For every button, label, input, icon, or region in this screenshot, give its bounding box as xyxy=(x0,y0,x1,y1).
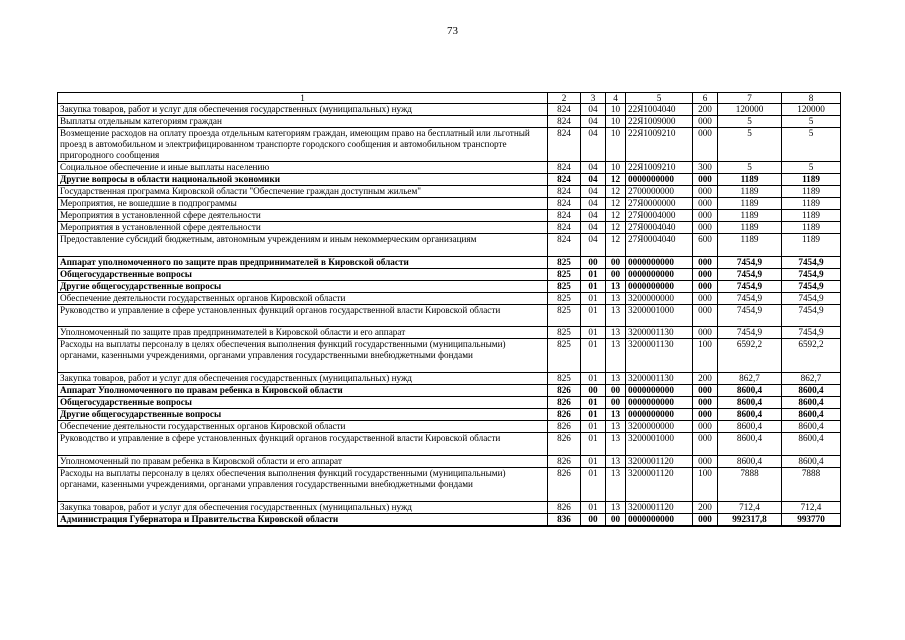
subsection-code-cell: 13 xyxy=(606,501,626,513)
expense-type-cell: 000 xyxy=(693,304,718,327)
subsection-code-cell: 12 xyxy=(606,210,626,222)
row-name-cell: Мероприятия в установленной сфере деятельности xyxy=(58,222,548,234)
header-cell: 5 xyxy=(626,93,693,104)
section-code-cell: 01 xyxy=(581,268,606,280)
subsection-code-cell: 13 xyxy=(606,339,626,373)
target-article-cell: 3200001130 xyxy=(626,339,693,373)
subsection-code-cell: 10 xyxy=(606,116,626,128)
amount-year2-cell: 8600,4 xyxy=(782,421,841,433)
table-row xyxy=(58,116,841,128)
table-row xyxy=(58,104,841,116)
chapter-code-cell: 825 xyxy=(548,280,581,292)
section-code-cell: 04 xyxy=(581,128,606,162)
section-code-cell: 01 xyxy=(581,409,606,421)
row-name-cell: Аппарат уполномоченного по защите прав предпринимателей в Кировской области xyxy=(58,256,548,268)
row-name-cell: Возмещение расходов на оплату проезда отдельным категориям граждан, имеющим право на бесплатный или льготный проезд в автомобильном и электрифицированном транспорте городского сообщения и автомобильном транспорте пригородного сообщения xyxy=(58,128,548,162)
row-name-cell: Аппарат Уполномоченного по правам ребенка в Кировской области xyxy=(58,385,548,397)
amount-year1-cell: 5 xyxy=(718,162,782,174)
expense-type-cell: 000 xyxy=(693,256,718,268)
target-article-cell: 22Я1009000 xyxy=(626,116,693,128)
target-article-cell: 0000000000 xyxy=(626,513,693,526)
section-code-cell: 00 xyxy=(581,513,606,526)
target-article-cell: 22Я1009210 xyxy=(626,128,693,162)
table-body xyxy=(58,104,841,526)
subsection-code-cell: 00 xyxy=(606,256,626,268)
target-article-cell: 27Я0004000 xyxy=(626,210,693,222)
amount-year2-cell: 7454,9 xyxy=(782,292,841,304)
section-code-cell: 01 xyxy=(581,280,606,292)
target-article-cell: 0000000000 xyxy=(626,385,693,397)
subsection-code-cell: 13 xyxy=(606,373,626,385)
amount-year2-cell: 8600,4 xyxy=(782,433,841,456)
section-code-cell: 01 xyxy=(581,373,606,385)
section-code-cell: 00 xyxy=(581,385,606,397)
expense-type-cell: 000 xyxy=(693,513,718,526)
row-name-cell: Общегосударственные вопросы xyxy=(58,397,548,409)
row-name-cell: Выплаты отдельным категориям граждан xyxy=(58,116,548,128)
expense-type-cell: 000 xyxy=(693,210,718,222)
amount-year1-cell: 7454,9 xyxy=(718,268,782,280)
row-name-cell: Мероприятия в установленной сфере деятельности xyxy=(58,210,548,222)
expense-type-cell: 000 xyxy=(693,292,718,304)
amount-year1-cell: 712,4 xyxy=(718,501,782,513)
table-row xyxy=(58,385,841,397)
subsection-code-cell: 00 xyxy=(606,513,626,526)
amount-year1-cell: 7454,9 xyxy=(718,256,782,268)
amount-year2-cell: 8600,4 xyxy=(782,385,841,397)
amount-year2-cell: 7454,9 xyxy=(782,327,841,339)
row-name-cell: Другие общегосударственные вопросы xyxy=(58,280,548,292)
table-row xyxy=(58,128,841,162)
target-article-cell: 0000000000 xyxy=(626,280,693,292)
table-row xyxy=(58,292,841,304)
target-article-cell: 3200001120 xyxy=(626,455,693,467)
table-row xyxy=(58,501,841,513)
chapter-code-cell: 824 xyxy=(548,186,581,198)
budget-table xyxy=(57,92,841,527)
subsection-code-cell: 13 xyxy=(606,467,626,501)
chapter-code-cell: 824 xyxy=(548,222,581,234)
row-name-cell: Государственная программа Кировской области "Обеспечение граждан доступным жильем" xyxy=(58,186,548,198)
amount-year2-cell: 5 xyxy=(782,116,841,128)
amount-year1-cell: 8600,4 xyxy=(718,397,782,409)
table-row xyxy=(58,256,841,268)
row-name-cell: Руководство и управление в сфере установленных функций органов государственной власти Кировской области xyxy=(58,433,548,456)
target-article-cell: 27Я0000000 xyxy=(626,198,693,210)
table-row xyxy=(58,198,841,210)
chapter-code-cell: 826 xyxy=(548,409,581,421)
chapter-code-cell: 824 xyxy=(548,174,581,186)
amount-year1-cell: 1189 xyxy=(718,174,782,186)
target-article-cell: 22Я1004040 xyxy=(626,104,693,116)
amount-year2-cell: 7454,9 xyxy=(782,304,841,327)
expense-type-cell: 000 xyxy=(693,222,718,234)
subsection-code-cell: 13 xyxy=(606,304,626,327)
subsection-code-cell: 13 xyxy=(606,409,626,421)
row-name-cell: Руководство и управление в сфере установленных функций органов государственной власти Кировской области xyxy=(58,304,548,327)
section-code-cell: 01 xyxy=(581,433,606,456)
amount-year2-cell: 1189 xyxy=(782,186,841,198)
subsection-code-cell: 13 xyxy=(606,455,626,467)
target-article-cell: 27Я0004040 xyxy=(626,222,693,234)
chapter-code-cell: 825 xyxy=(548,268,581,280)
chapter-code-cell: 825 xyxy=(548,304,581,327)
chapter-code-cell: 824 xyxy=(548,116,581,128)
chapter-code-cell: 826 xyxy=(548,467,581,501)
expense-type-cell: 000 xyxy=(693,280,718,292)
target-article-cell: 3200001130 xyxy=(626,327,693,339)
target-article-cell: 3200001120 xyxy=(626,467,693,501)
section-code-cell: 04 xyxy=(581,234,606,257)
expense-type-cell: 100 xyxy=(693,467,718,501)
amount-year1-cell: 5 xyxy=(718,128,782,162)
row-name-cell: Закупка товаров, работ и услуг для обеспечения государственных (муниципальных) нужд xyxy=(58,104,548,116)
amount-year2-cell: 1189 xyxy=(782,210,841,222)
section-code-cell: 01 xyxy=(581,421,606,433)
amount-year1-cell: 120000 xyxy=(718,104,782,116)
section-code-cell: 04 xyxy=(581,210,606,222)
expense-type-cell: 000 xyxy=(693,397,718,409)
subsection-code-cell: 13 xyxy=(606,421,626,433)
amount-year1-cell: 8600,4 xyxy=(718,455,782,467)
expense-type-cell: 600 xyxy=(693,234,718,257)
section-code-cell: 04 xyxy=(581,198,606,210)
chapter-code-cell: 826 xyxy=(548,385,581,397)
header-cell: 1 xyxy=(58,93,548,104)
chapter-code-cell: 826 xyxy=(548,501,581,513)
expense-type-cell: 300 xyxy=(693,162,718,174)
table-row xyxy=(58,210,841,222)
chapter-code-cell: 826 xyxy=(548,433,581,456)
expense-type-cell: 000 xyxy=(693,186,718,198)
amount-year2-cell: 1189 xyxy=(782,222,841,234)
table-row xyxy=(58,174,841,186)
amount-year2-cell: 7454,9 xyxy=(782,280,841,292)
section-code-cell: 04 xyxy=(581,116,606,128)
row-name-cell: Обеспечение деятельности государственных органов Кировской области xyxy=(58,421,548,433)
target-article-cell: 0000000000 xyxy=(626,409,693,421)
table-row xyxy=(58,234,841,257)
header-cell: 4 xyxy=(606,93,626,104)
row-name-cell: Предоставление субсидий бюджетным, автономным учреждениям и иным некоммерческим организациям xyxy=(58,234,548,257)
expense-type-cell: 000 xyxy=(693,198,718,210)
table-header-row xyxy=(58,93,841,104)
subsection-code-cell: 10 xyxy=(606,162,626,174)
amount-year1-cell: 7888 xyxy=(718,467,782,501)
table-row xyxy=(58,339,841,373)
target-article-cell: 0000000000 xyxy=(626,268,693,280)
subsection-code-cell: 13 xyxy=(606,433,626,456)
row-name-cell: Другие вопросы в области национальной экономики xyxy=(58,174,548,186)
amount-year2-cell: 7454,9 xyxy=(782,268,841,280)
chapter-code-cell: 825 xyxy=(548,339,581,373)
table-row xyxy=(58,397,841,409)
table-row xyxy=(58,268,841,280)
subsection-code-cell: 10 xyxy=(606,128,626,162)
table-row xyxy=(58,455,841,467)
target-article-cell: 3200000000 xyxy=(626,421,693,433)
chapter-code-cell: 824 xyxy=(548,210,581,222)
target-article-cell: 3200001000 xyxy=(626,304,693,327)
amount-year2-cell: 993770 xyxy=(782,513,841,526)
amount-year2-cell: 7454,9 xyxy=(782,256,841,268)
header-cell: 2 xyxy=(548,93,581,104)
chapter-code-cell: 836 xyxy=(548,513,581,526)
amount-year2-cell: 712,4 xyxy=(782,501,841,513)
table-row xyxy=(58,421,841,433)
amount-year2-cell: 1189 xyxy=(782,234,841,257)
section-code-cell: 00 xyxy=(581,256,606,268)
expense-type-cell: 000 xyxy=(693,116,718,128)
expense-type-cell: 200 xyxy=(693,373,718,385)
amount-year1-cell: 8600,4 xyxy=(718,385,782,397)
expense-type-cell: 200 xyxy=(693,104,718,116)
expense-type-cell: 000 xyxy=(693,433,718,456)
amount-year2-cell: 5 xyxy=(782,128,841,162)
subsection-code-cell: 00 xyxy=(606,385,626,397)
row-name-cell: Социальное обеспечение и иные выплаты населению xyxy=(58,162,548,174)
amount-year1-cell: 8600,4 xyxy=(718,433,782,456)
row-name-cell: Общегосударственные вопросы xyxy=(58,268,548,280)
expense-type-cell: 000 xyxy=(693,128,718,162)
page-number: 73 xyxy=(447,25,458,37)
table-row xyxy=(58,162,841,174)
amount-year2-cell: 1189 xyxy=(782,198,841,210)
target-article-cell: 3200001130 xyxy=(626,373,693,385)
row-name-cell: Уполномоченный по правам ребенка в Кировской области и его аппарат xyxy=(58,455,548,467)
expense-type-cell: 100 xyxy=(693,339,718,373)
amount-year2-cell: 1189 xyxy=(782,174,841,186)
chapter-code-cell: 824 xyxy=(548,198,581,210)
amount-year1-cell: 5 xyxy=(718,116,782,128)
section-code-cell: 01 xyxy=(581,292,606,304)
expense-type-cell: 000 xyxy=(693,385,718,397)
section-code-cell: 04 xyxy=(581,174,606,186)
chapter-code-cell: 826 xyxy=(548,455,581,467)
row-name-cell: Расходы на выплаты персоналу в целях обеспечения выполнения функций государственными (муниципальными) органами, казенными учреждениями, органами управления государственными внебюджетными фондами xyxy=(58,339,548,373)
target-article-cell: 3200000000 xyxy=(626,292,693,304)
expense-type-cell: 000 xyxy=(693,327,718,339)
chapter-code-cell: 824 xyxy=(548,234,581,257)
row-name-cell: Закупка товаров, работ и услуг для обеспечения государственных (муниципальных) нужд xyxy=(58,373,548,385)
subsection-code-cell: 10 xyxy=(606,104,626,116)
chapter-code-cell: 825 xyxy=(548,292,581,304)
table-row xyxy=(58,280,841,292)
row-name-cell: Уполномоченный по защите прав предпринимателей в Кировской области и его аппарат xyxy=(58,327,548,339)
row-name-cell: Обеспечение деятельности государственных органов Кировской области xyxy=(58,292,548,304)
header-cell: 6 xyxy=(693,93,718,104)
row-name-cell: Расходы на выплаты персоналу в целях обеспечения выполнения функций государственными (муниципальными) органами, казенными учреждениями, органами управления государственными внебюджетными фондами xyxy=(58,467,548,501)
target-article-cell: 3200001120 xyxy=(626,501,693,513)
amount-year2-cell: 8600,4 xyxy=(782,409,841,421)
section-code-cell: 01 xyxy=(581,397,606,409)
amount-year1-cell: 7454,9 xyxy=(718,327,782,339)
amount-year1-cell: 862,7 xyxy=(718,373,782,385)
subsection-code-cell: 12 xyxy=(606,234,626,257)
subsection-code-cell: 12 xyxy=(606,222,626,234)
table-row xyxy=(58,327,841,339)
amount-year2-cell: 8600,4 xyxy=(782,455,841,467)
section-code-cell: 04 xyxy=(581,104,606,116)
subsection-code-cell: 13 xyxy=(606,292,626,304)
amount-year2-cell: 120000 xyxy=(782,104,841,116)
chapter-code-cell: 826 xyxy=(548,397,581,409)
amount-year2-cell: 7888 xyxy=(782,467,841,501)
section-code-cell: 04 xyxy=(581,222,606,234)
amount-year1-cell: 1189 xyxy=(718,222,782,234)
amount-year1-cell: 992317,8 xyxy=(718,513,782,526)
expense-type-cell: 000 xyxy=(693,409,718,421)
target-article-cell: 22Я1009210 xyxy=(626,162,693,174)
subsection-code-cell: 00 xyxy=(606,397,626,409)
target-article-cell: 0000000000 xyxy=(626,174,693,186)
amount-year1-cell: 1189 xyxy=(718,186,782,198)
target-article-cell: 27Я0004040 xyxy=(626,234,693,257)
amount-year1-cell: 7454,9 xyxy=(718,304,782,327)
amount-year2-cell: 862,7 xyxy=(782,373,841,385)
table-row xyxy=(58,186,841,198)
section-code-cell: 01 xyxy=(581,327,606,339)
amount-year1-cell: 7454,9 xyxy=(718,280,782,292)
table-row xyxy=(58,467,841,501)
amount-year1-cell: 8600,4 xyxy=(718,409,782,421)
table-row xyxy=(58,433,841,456)
header-cell: 8 xyxy=(782,93,841,104)
chapter-code-cell: 825 xyxy=(548,256,581,268)
chapter-code-cell: 824 xyxy=(548,128,581,162)
amount-year1-cell: 8600,4 xyxy=(718,421,782,433)
expense-type-cell: 000 xyxy=(693,455,718,467)
section-code-cell: 01 xyxy=(581,339,606,373)
amount-year1-cell: 6592,2 xyxy=(718,339,782,373)
row-name-cell: Закупка товаров, работ и услуг для обеспечения государственных (муниципальных) нужд xyxy=(58,501,548,513)
subsection-code-cell: 13 xyxy=(606,280,626,292)
section-code-cell: 04 xyxy=(581,186,606,198)
header-cell: 7 xyxy=(718,93,782,104)
amount-year2-cell: 6592,2 xyxy=(782,339,841,373)
table-row xyxy=(58,373,841,385)
table-row xyxy=(58,513,841,526)
target-article-cell: 0000000000 xyxy=(626,397,693,409)
expense-type-cell: 000 xyxy=(693,421,718,433)
section-code-cell: 04 xyxy=(581,162,606,174)
amount-year2-cell: 8600,4 xyxy=(782,397,841,409)
target-article-cell: 0000000000 xyxy=(626,256,693,268)
expense-type-cell: 200 xyxy=(693,501,718,513)
expense-type-cell: 000 xyxy=(693,268,718,280)
table-row xyxy=(58,409,841,421)
header-cell: 3 xyxy=(581,93,606,104)
expense-type-cell: 000 xyxy=(693,174,718,186)
chapter-code-cell: 824 xyxy=(548,104,581,116)
row-name-cell: Администрация Губернатора и Правительства Кировской области xyxy=(58,513,548,526)
subsection-code-cell: 13 xyxy=(606,327,626,339)
amount-year1-cell: 7454,9 xyxy=(718,292,782,304)
table-row xyxy=(58,304,841,327)
chapter-code-cell: 826 xyxy=(548,421,581,433)
target-article-cell: 3200001000 xyxy=(626,433,693,456)
chapter-code-cell: 824 xyxy=(548,162,581,174)
subsection-code-cell: 12 xyxy=(606,174,626,186)
target-article-cell: 2700000000 xyxy=(626,186,693,198)
section-code-cell: 01 xyxy=(581,455,606,467)
row-name-cell: Мероприятия, не вошедшие в подпрограммы xyxy=(58,198,548,210)
subsection-code-cell: 00 xyxy=(606,268,626,280)
row-name-cell: Другие общегосударственные вопросы xyxy=(58,409,548,421)
chapter-code-cell: 825 xyxy=(548,373,581,385)
chapter-code-cell: 825 xyxy=(548,327,581,339)
section-code-cell: 01 xyxy=(581,467,606,501)
section-code-cell: 01 xyxy=(581,304,606,327)
amount-year1-cell: 1189 xyxy=(718,198,782,210)
table-row xyxy=(58,222,841,234)
section-code-cell: 01 xyxy=(581,501,606,513)
amount-year1-cell: 1189 xyxy=(718,234,782,257)
subsection-code-cell: 12 xyxy=(606,198,626,210)
amount-year1-cell: 1189 xyxy=(718,210,782,222)
subsection-code-cell: 12 xyxy=(606,186,626,198)
amount-year2-cell: 5 xyxy=(782,162,841,174)
